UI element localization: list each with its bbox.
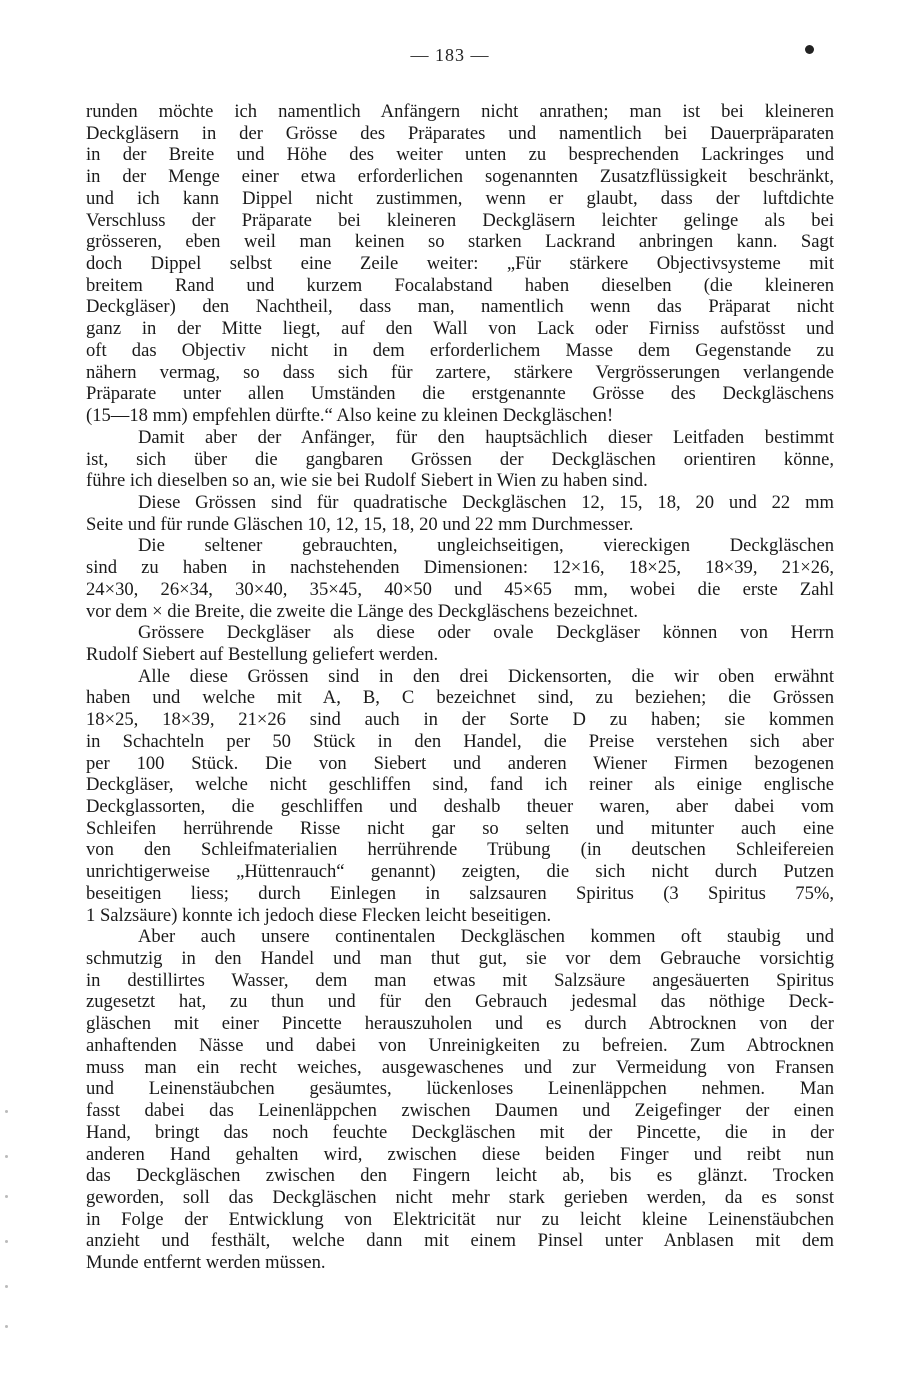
text-line: und ich kann Dippel nicht zustimmen, wenn er glaubt, dass der luftdichte bbox=[86, 187, 834, 209]
text-line: in der Breite und Höhe des weiter unten zu besprechenden Lackringes und bbox=[86, 144, 834, 166]
text-line: in der Menge einer etwa erforderlichen sogenannten Zusatzflüssigkeit beschränkt, bbox=[86, 166, 834, 188]
text-line: Munde entfernt werden müssen. bbox=[86, 1252, 326, 1274]
text-line: Deckglassorten, die geschliffen und deshalb theuer waren, aber dabei vom bbox=[86, 796, 834, 817]
margin-specks bbox=[2, 1100, 14, 1340]
text-line: runden möchte ich namentlich Anfängern nicht anrathen; man ist bei kleineren bbox=[86, 101, 834, 122]
text-line: ist, sich über die gangbaren Grössen der Deckgläschen orientiren könne, bbox=[86, 448, 834, 470]
text-line: Deckgläsern in der Grösse des Präparates und namentlich bei Dauerpräparaten bbox=[86, 122, 834, 144]
text-line: anzieht und festhält, welche dann mit einem Pinsel unter Anblasen mit dem bbox=[86, 1230, 834, 1252]
text-line: Die seltener gebrauchten, ungleichseitigen, viereckigen Deckgläschen bbox=[138, 535, 834, 557]
text-line: (15—18 mm) empfehlen dürfte.“ Also keine zu kleinen Deckgläschen! bbox=[86, 405, 614, 427]
text-line: anhaftenden Nässe und dabei von Unreinigkeiten zu befreien. Zum Abtrocknen bbox=[86, 1034, 834, 1056]
text-line: Schleifen herrührende Risse nicht gar so selten und mitunter auch eine bbox=[86, 817, 834, 839]
text-line: fasst dabei das Leinenläppchen zwischen Daumen und Zeigefinger der einen bbox=[86, 1100, 834, 1122]
text-line: haben und welche mit A, B, C bezeichnet sind, zu beziehen; die Grössen bbox=[86, 687, 834, 709]
text-line: unrichtigerweise „Hüttenrauch“ genannt) zeigten, die sich nicht durch Putzen bbox=[86, 861, 834, 883]
text-line: zugesetzt hat, zu thun und für den Gebrauch jedesmal das nöthige Deck- bbox=[86, 991, 834, 1013]
text-line: grösseren, eben weil man keinen so starken Lackrand anbringen kann. Sagt bbox=[86, 231, 834, 253]
text-line: per 100 Stück. Die von Siebert und anderen Wiener Firmen bezogenen bbox=[86, 752, 834, 774]
text-line: Aber auch unsere continentalen Deckgläschen kommen oft staubig und bbox=[138, 926, 834, 948]
text-line: führe ich dieselben so an, wie sie bei Rudolf Siebert in Wien zu haben sind. bbox=[86, 470, 648, 492]
text-line: Rudolf Siebert auf Bestellung geliefert werden. bbox=[86, 643, 439, 665]
text-line: in destillirtes Wasser, dem man etwas mit Salzsäure angesäuerten Spiritus bbox=[86, 969, 834, 991]
text-line: Seite und für runde Gläschen 10, 12, 15, 18, 20 und 22 mm Durchmesser. bbox=[86, 513, 634, 535]
text-line: Damit aber der Anfänger, für den hauptsächlich dieser Leitfaden bestimmt bbox=[138, 426, 834, 448]
text-line: breitem Rand und kurzem Focalabstand haben dieselben (die kleineren bbox=[86, 274, 834, 296]
text-line: anderen Hand gehalten wird, zwischen diese beiden Finger und reibt nun bbox=[86, 1143, 834, 1165]
text-line: oft das Objectiv nicht in dem erforderlichem Masse dem Gegenstande zu bbox=[86, 339, 834, 361]
text-line: beseitigen liess; durch Einlegen in salzsauren Spiritus (3 Spiritus 75%, bbox=[86, 882, 834, 904]
text-line: Verschluss der Präparate bei kleineren Deckgläsern leichter gelinge als bei bbox=[86, 209, 834, 231]
text-line: doch Dippel selbst eine Zeile weiter: „Für stärkere Objectivsysteme mit bbox=[86, 253, 834, 275]
text-line: 18×25, 18×39, 21×26 sind auch in der Sorte D zu haben; sie kommen bbox=[86, 709, 834, 731]
text-line: sind zu haben in nachstehenden Dimensionen: 12×16, 18×25, 18×39, 21×26, bbox=[86, 557, 834, 579]
text-line: Hand, bringt das noch feuchte Deckgläschen mit der Pincette, die in der bbox=[86, 1121, 834, 1143]
text-line: Präparate unter allen Umständen die erstgenannte Grösse des Deckgläschens bbox=[86, 383, 834, 405]
text-line: muss man ein recht weiches, ausgewaschenes und zur Vermeidung von Fransen bbox=[86, 1056, 834, 1078]
text-line: in Folge der Entwicklung von Elektricität nur zu leicht kleine Leinenstäubchen bbox=[86, 1208, 834, 1230]
text-line: vor dem × die Breite, die zweite die Länge des Deckgläschens bezeichnet. bbox=[86, 600, 639, 622]
text-line: 24×30, 26×34, 30×40, 35×45, 40×50 und 45×65 mm, wobei die erste Zahl bbox=[86, 578, 834, 600]
text-line: Deckgläser, welche nicht geschliffen sind, fand ich reiner als einige englische bbox=[86, 774, 834, 796]
text-line: Alle diese Grössen sind in den drei Dickensorten, die wir oben erwähnt bbox=[138, 665, 834, 687]
ink-dot bbox=[805, 45, 814, 54]
text-line: Deckgläser) den Nachtheil, dass man, namentlich wenn das Präparat nicht bbox=[86, 296, 834, 318]
text-line: von den Schleifmaterialien herrührende Trübung (in deutschen Schleifereien bbox=[86, 839, 834, 861]
text-line: und Leinenstäubchen gesäumtes, lückenloses Leinenläppchen nehmen. Man bbox=[86, 1078, 834, 1100]
text-line: in Schachteln per 50 Stück in den Handel, die Preise verstehen sich aber bbox=[86, 730, 834, 752]
text-line: Diese Grössen sind für quadratische Deckgläschen 12, 15, 18, 20 und 22 mm bbox=[138, 491, 834, 513]
text-line: nähern vermag, so dass sich für zartere, stärkere Vergrösserungen verlangende bbox=[86, 361, 834, 383]
body-text bbox=[86, 101, 834, 1274]
text-line: schmutzig in den Handel und man thut gut, sie vor dem Gebrauche vorsichtig bbox=[86, 948, 834, 970]
text-line: gläschen mit einer Pincette herauszuholen und es durch Abtrocknen von der bbox=[86, 1013, 834, 1035]
text-line: 1 Salzsäure) konnte ich jedoch diese Flecken leicht beseitigen. bbox=[86, 904, 552, 926]
page-number: — 183 — bbox=[410, 45, 490, 65]
text-line: geworden, soll das Deckgläschen nicht mehr stark gerieben werden, da es sonst bbox=[86, 1186, 834, 1208]
text-line: Grössere Deckgläser als diese oder ovale Deckgläser können von Herrn bbox=[138, 622, 834, 644]
text-line: ganz in der Mitte liegt, auf den Wall von Lack oder Firniss aufstösst und bbox=[86, 318, 834, 340]
text-line: das Deckgläschen zwischen den Fingern leicht ab, bis es glänzt. Trocken bbox=[86, 1165, 834, 1187]
